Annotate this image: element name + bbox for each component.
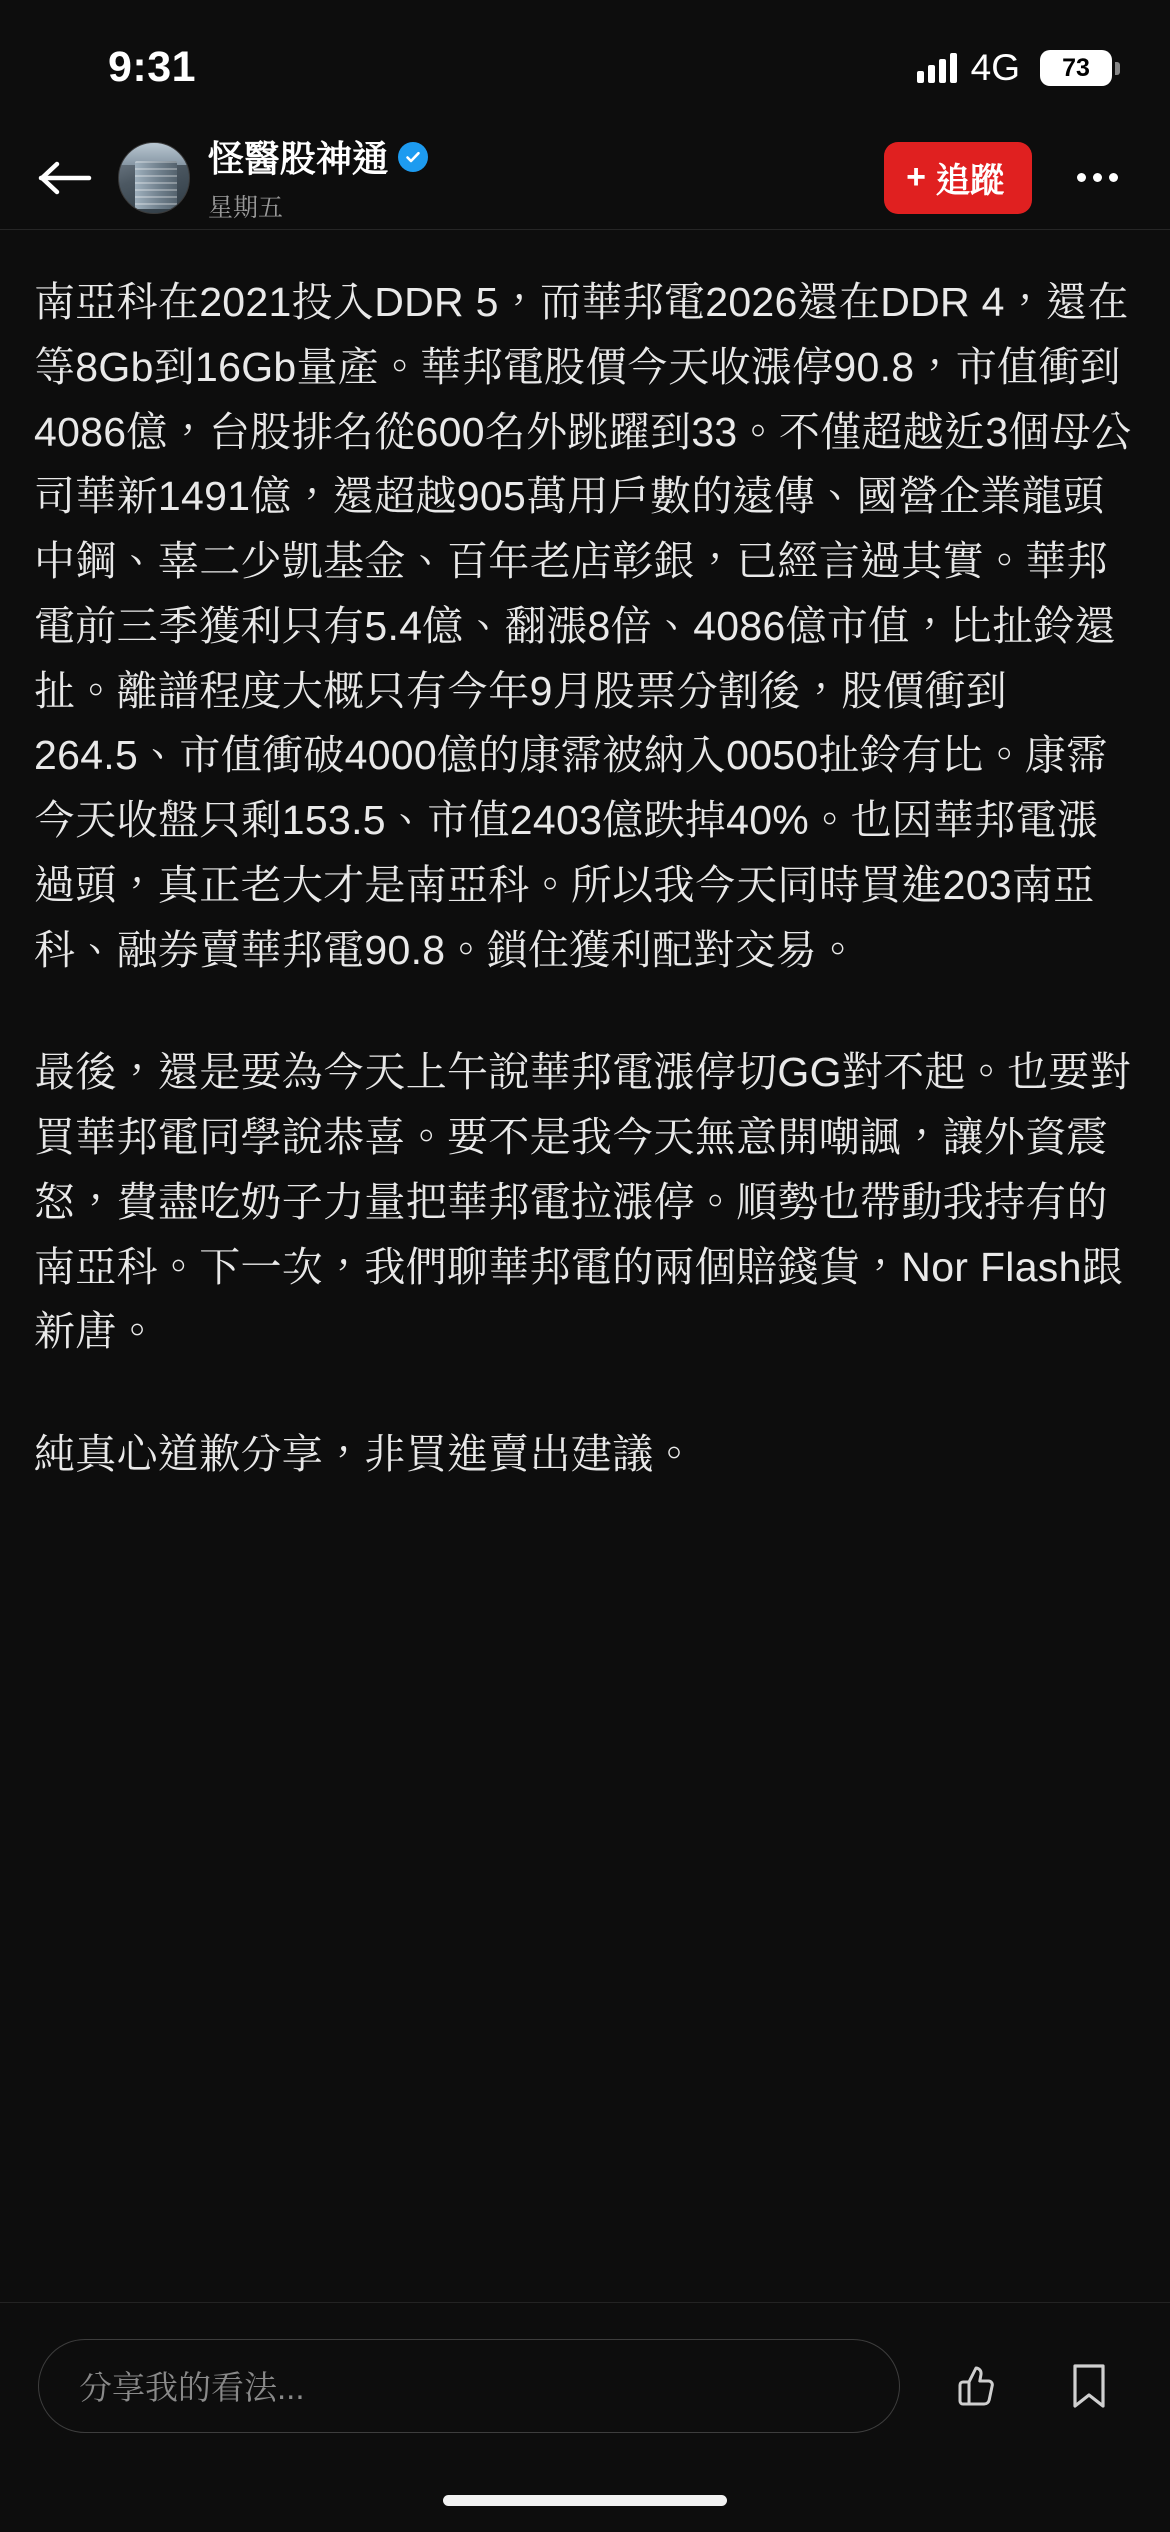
bottom-action-bar — [0, 2302, 1170, 2468]
avatar-building — [135, 161, 177, 209]
author-info[interactable] — [208, 131, 862, 224]
follow-button-label: 追蹤 — [936, 162, 1004, 200]
home-indicator[interactable] — [443, 2495, 727, 2506]
plus-icon: + — [906, 157, 926, 196]
author-name: 怪醫股神通 — [208, 138, 389, 179]
bookmark-icon[interactable] — [1046, 2343, 1132, 2429]
article-body[interactable] — [0, 230, 1170, 2302]
status-time: 9:31 — [108, 42, 197, 91]
more-horizontal-icon[interactable] — [1062, 143, 1132, 213]
comment-input-placeholder: 分享我的看法... — [79, 2369, 305, 2406]
article-paragraph: 南亞科在2021投入DDR 5，而華邦電2026還在DDR 4，還在等8Gb到16Gb量產。華邦電股價今天收漲停90.8，市值衝到4086億，台股排名從600名外跳躍到33。不僅超越近3個母公司華新1491億，還超越905萬用戶數的遠傳、國營企業龍頭中鋼、辜二少凱基金、百年老店彰銀，已經言過其實。華邦電前三季獲利只有5.4億、翻漲8倍、4086億市值，比扯鈴還扯。離譜程度大概只有今年9月股票分割後，股價衝到264.5、市值衝破4000億的康霈被納入0050扯鈴有比。康霈今天收盤只剩153.5、市值2403億跌掉40%。也因華邦電漲過頭，真正老大才是南亞科。所以我今天同時買進203南亞科、融券賣華邦電90.8。鎖住獲利配對交易。 — [34, 279, 1133, 973]
thumbs-up-icon[interactable] — [930, 2343, 1016, 2429]
network-type-label: 4G — [970, 47, 1020, 88]
battery-level-label: 73 — [1062, 53, 1090, 82]
author-name-row — [208, 131, 862, 182]
battery-icon — [1040, 50, 1112, 86]
cellular-bars-icon — [917, 53, 957, 83]
comment-input[interactable] — [38, 2339, 900, 2433]
publish-date: 星期五 — [208, 194, 284, 222]
arrow-left-icon[interactable] — [34, 147, 96, 209]
article-paragraph: 最後，還是要為今天上午說華邦電漲停切GG對不起。也要對買華邦電同學說恭喜。要不是我今天無意開嘲諷，讓外資震怒，費盡吃奶子力量把華邦電拉漲停。順勢也帶動我持有的南亞科。下一次，我們聊華邦電的兩個賠錢貨，Nor Flash跟新唐。 — [34, 1049, 1131, 1355]
status-bar — [0, 0, 1170, 126]
top-navigation-bar — [0, 126, 1170, 230]
article-paragraph: 純真心道歉分享，非買進賣出建議。 — [34, 1431, 695, 1478]
status-indicators — [917, 47, 1112, 89]
avatar[interactable] — [118, 142, 190, 214]
home-indicator-area — [0, 2468, 1170, 2532]
verified-badge-icon — [398, 142, 428, 172]
follow-button[interactable] — [884, 142, 1032, 214]
